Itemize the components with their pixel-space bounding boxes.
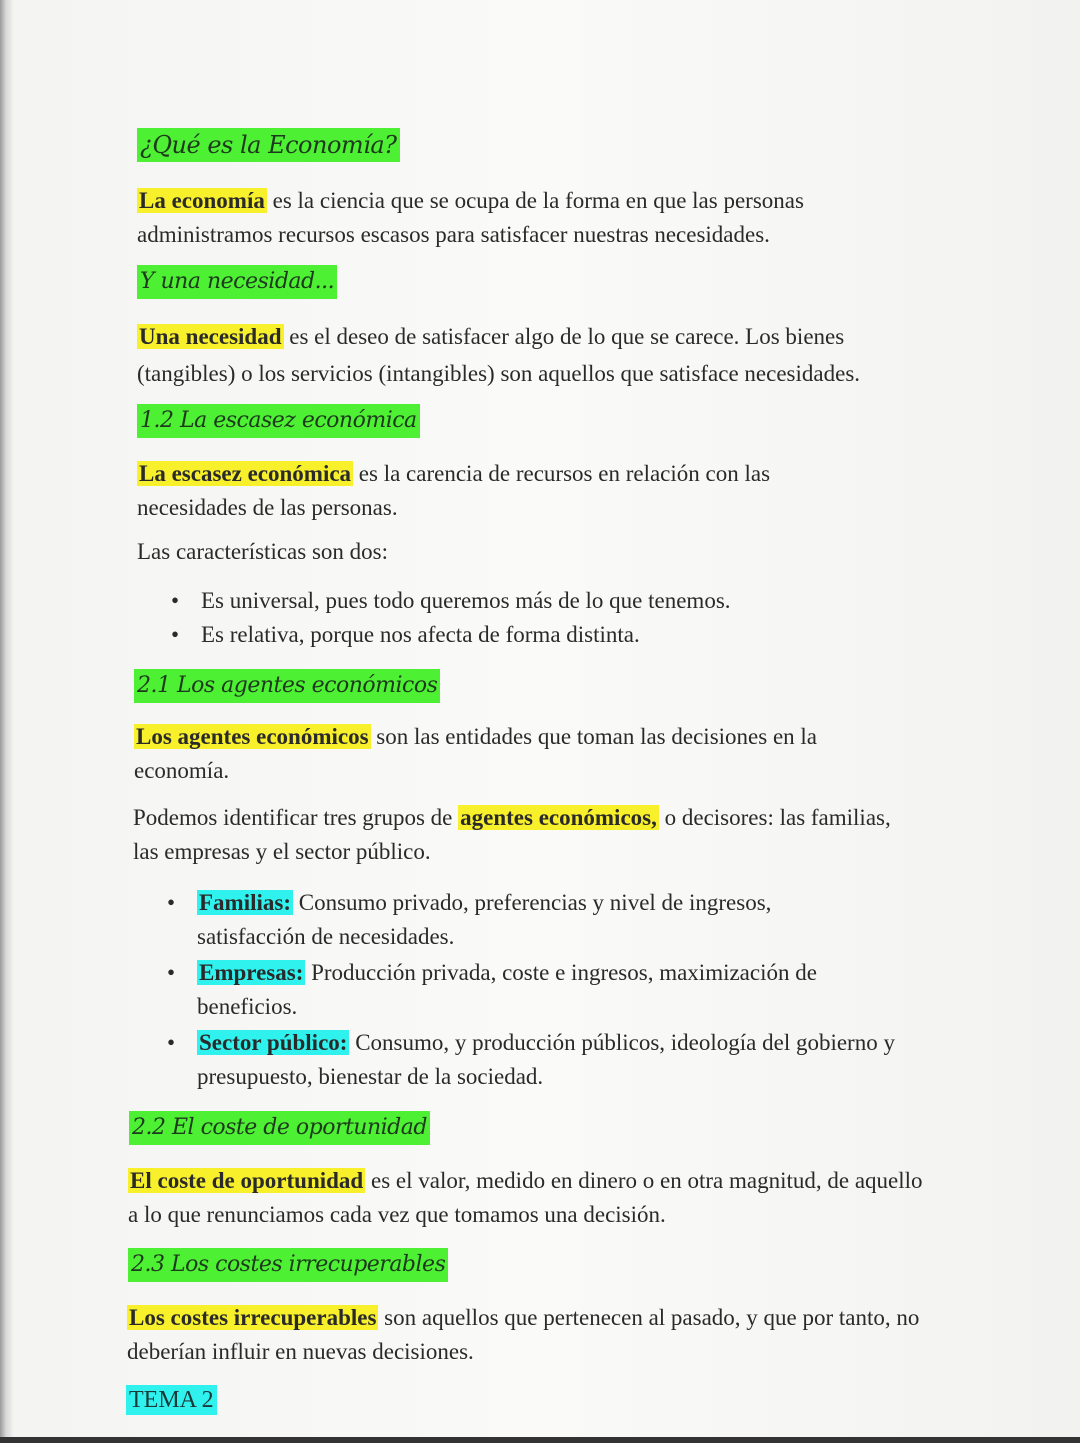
list-item-text: Consumo privado, preferencias y nivel de ingresos, satisfacción de necesidades. [197,890,772,949]
term-highlight: La economía [139,188,265,213]
term-highlight: Los agentes económicos [136,724,369,749]
paragraph-text: es el valor, medido en dinero o en otra magnitud, de aquello a lo que renunciamos cada vez que tomamos una decisión. [128,1168,923,1227]
paragraph-agentes [134,720,904,788]
term-highlight: La escasez económica [139,461,352,486]
list-item-text: Producción privada, coste e ingresos, maximización de beneficios. [197,960,817,1019]
term-highlight: Familias: [199,890,291,915]
bullet-icon: • [167,890,176,915]
term-highlight: Una necesidad [139,324,282,349]
term-highlight: Sector público: [199,1030,348,1055]
term-highlight: El coste de oportunidad [130,1168,364,1193]
bullet-list-agentes [167,886,957,1094]
paragraph-caracteristicas: Las características son dos: [137,539,388,564]
heading-que-es-economia: ¿Qué es la Economía? [137,128,400,162]
paragraph-grupos [133,801,893,869]
heading-coste-oportunidad: 2.2 El coste de oportunidad [129,1111,430,1145]
term-highlight: Empresas: [199,960,304,985]
paragraph-text: es el deseo de satisfacer algo de lo que se carece. Los bienes (tangibles) o los servicios (intangibles) son aquellos que satisface necesidades. [137,324,861,386]
list-item [167,886,847,954]
bullet-icon: • [171,588,180,613]
list-item [167,956,897,1024]
paragraph-text: es la ciencia que se ocupa de la forma en que las personas administramos recursos escasos para satisfacer nuestras necesidades. [137,188,804,247]
heading-necesidad: Y una necesidad... [137,265,337,299]
paragraph-necesidad [137,318,947,392]
list-item-text: Consumo, y producción públicos, ideología del gobierno y presupuesto, bienestar de la sociedad. [197,1030,895,1089]
paragraph-costes-irrecuperables [127,1301,927,1369]
bullet-icon: • [167,1030,176,1055]
paragraph-text: es la carencia de recursos en relación con las necesidades de las personas. [137,461,771,520]
list-item-text: Es universal, pues todo queremos más de lo que tenemos. [201,588,731,613]
term-highlight: Los costes irrecuperables [129,1305,377,1330]
list-item-text: Es relativa, porque nos afecta de forma distinta. [201,622,640,647]
list-item [171,618,961,652]
bullet-icon: • [167,960,176,985]
paragraph-text: son las entidades que toman las decisiones en la economía. [134,724,817,783]
paragraph-escasez [137,457,857,525]
term-highlight: agentes económicos, [460,805,657,830]
bullet-list-caracteristicas [171,584,961,652]
paragraph-economia [137,184,897,252]
paragraph-text: Podemos identificar tres grupos de [133,805,459,830]
bullet-icon: • [171,622,180,647]
paragraph-text: son aquellos que pertenecen al pasado, y que por tanto, no deberían influir en nuevas decisiones. [127,1305,920,1364]
heading-escasez: 1.2 La escasez económica [137,404,420,438]
list-item [167,1026,957,1094]
list-item [171,584,961,618]
paragraph-coste-oportunidad [128,1164,938,1232]
page-edge [0,1437,1080,1443]
tema-label: TEMA 2 [126,1385,217,1415]
heading-agentes: 2.1 Los agentes económicos [134,669,440,703]
heading-costes-irrecuperables: 2.3 Los costes irrecuperables [128,1248,448,1282]
paragraph-text: o decisores: las familias, las empresas y el sector público. [133,805,891,864]
